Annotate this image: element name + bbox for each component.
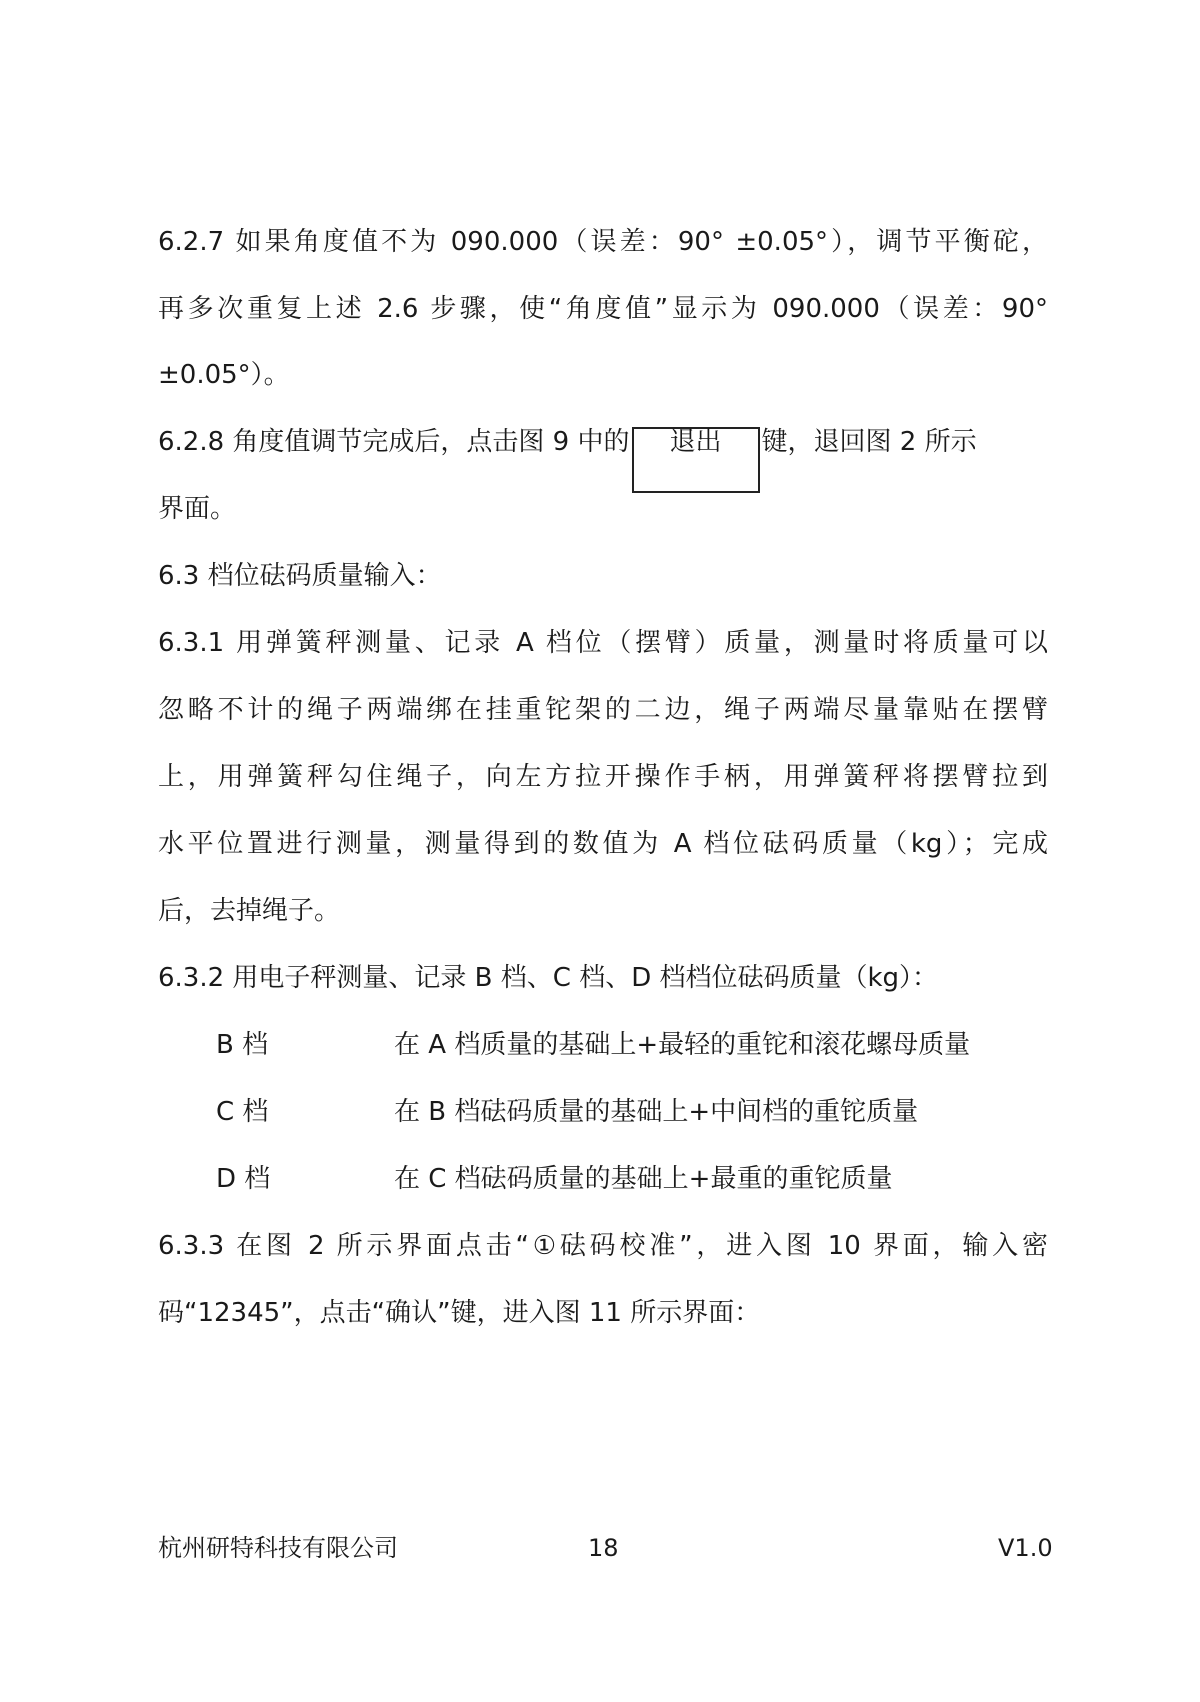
paragraph-6-2-7-line-2: 再多次重复上述 2.6 步骤，使“角度值”显示为 090.000（误差：90° xyxy=(158,294,1048,324)
gear-description: 在 B 档砝码质量的基础上+中间档的重铊质量 xyxy=(394,1097,919,1127)
paragraph-6-2-8-suffix: 键，退回图 2 所示 xyxy=(761,427,977,457)
paragraph-6-3-1-line-3: 上，用弹簧秤勾住绳子，向左方拉开操作手柄，用弹簧秤将摆臂拉到 xyxy=(158,762,1048,792)
paragraph-6-3-1-line-4: 水平位置进行测量，测量得到的数值为 A 档位砝码质量（kg）；完成 xyxy=(158,829,1048,859)
paragraph-6-3-1-line-1: 6.3.1 用弹簧秤测量、记录 A 档位（摆臂）质量，测量时将质量可以 xyxy=(158,628,1048,658)
paragraph-6-3-1-line-2: 忽略不计的绳子两端绑在挂重铊架的二边，绳子两端尽量靠贴在摆臂 xyxy=(158,695,1048,725)
paragraph-6-2-7-line-3: ±0.05°）。 xyxy=(158,360,290,390)
paragraph-6-2-8-line-1 xyxy=(158,425,977,493)
exit-button-label: 退出 xyxy=(669,427,722,457)
paragraph-6-2-7-line-1: 6.2.7 如果角度值不为 090.000（误差：90° ±0.05°），调节平衡砣， xyxy=(158,227,1048,257)
gear-description: 在 C 档砝码质量的基础上+最重的重铊质量 xyxy=(394,1164,893,1194)
paragraph-6-3-3-line-1: 6.3.3 在图 2 所示界面点击“①砝码校准”，进入图 10 界面，输入密 xyxy=(158,1231,1048,1261)
exit-button-illustration xyxy=(632,427,760,493)
gear-label: D 档 xyxy=(216,1164,271,1194)
gear-row-d xyxy=(216,1162,892,1196)
gear-label: B 档 xyxy=(216,1030,269,1060)
gear-description: 在 A 档质量的基础上+最轻的重铊和滚花螺母质量 xyxy=(394,1030,971,1060)
paragraph-6-3-3-line-2: 码“12345”，点击“确认”键，进入图 11 所示界面： xyxy=(158,1298,761,1328)
footer-version: V1.0 xyxy=(998,1534,1053,1562)
paragraph-6-2-8-line-2: 界面。 xyxy=(158,494,237,524)
paragraph-6-3-1-line-5: 后，去掉绳子。 xyxy=(158,896,341,926)
paragraph-6-3-2: 6.3.2 用电子秤测量、记录 B 档、C 档、D 档档位砝码质量（kg）： xyxy=(158,963,939,993)
gear-row-c xyxy=(216,1095,918,1129)
gear-label: C 档 xyxy=(216,1097,269,1127)
footer-company: 杭州研特科技有限公司 xyxy=(158,1534,398,1562)
gear-row-b xyxy=(216,1028,970,1062)
heading-6-3: 6.3 档位砝码质量输入： xyxy=(158,561,442,591)
footer-page-number: 18 xyxy=(588,1534,619,1562)
paragraph-6-2-8-prefix: 6.2.8 角度值调节完成后，点击图 9 中的 xyxy=(158,427,630,457)
